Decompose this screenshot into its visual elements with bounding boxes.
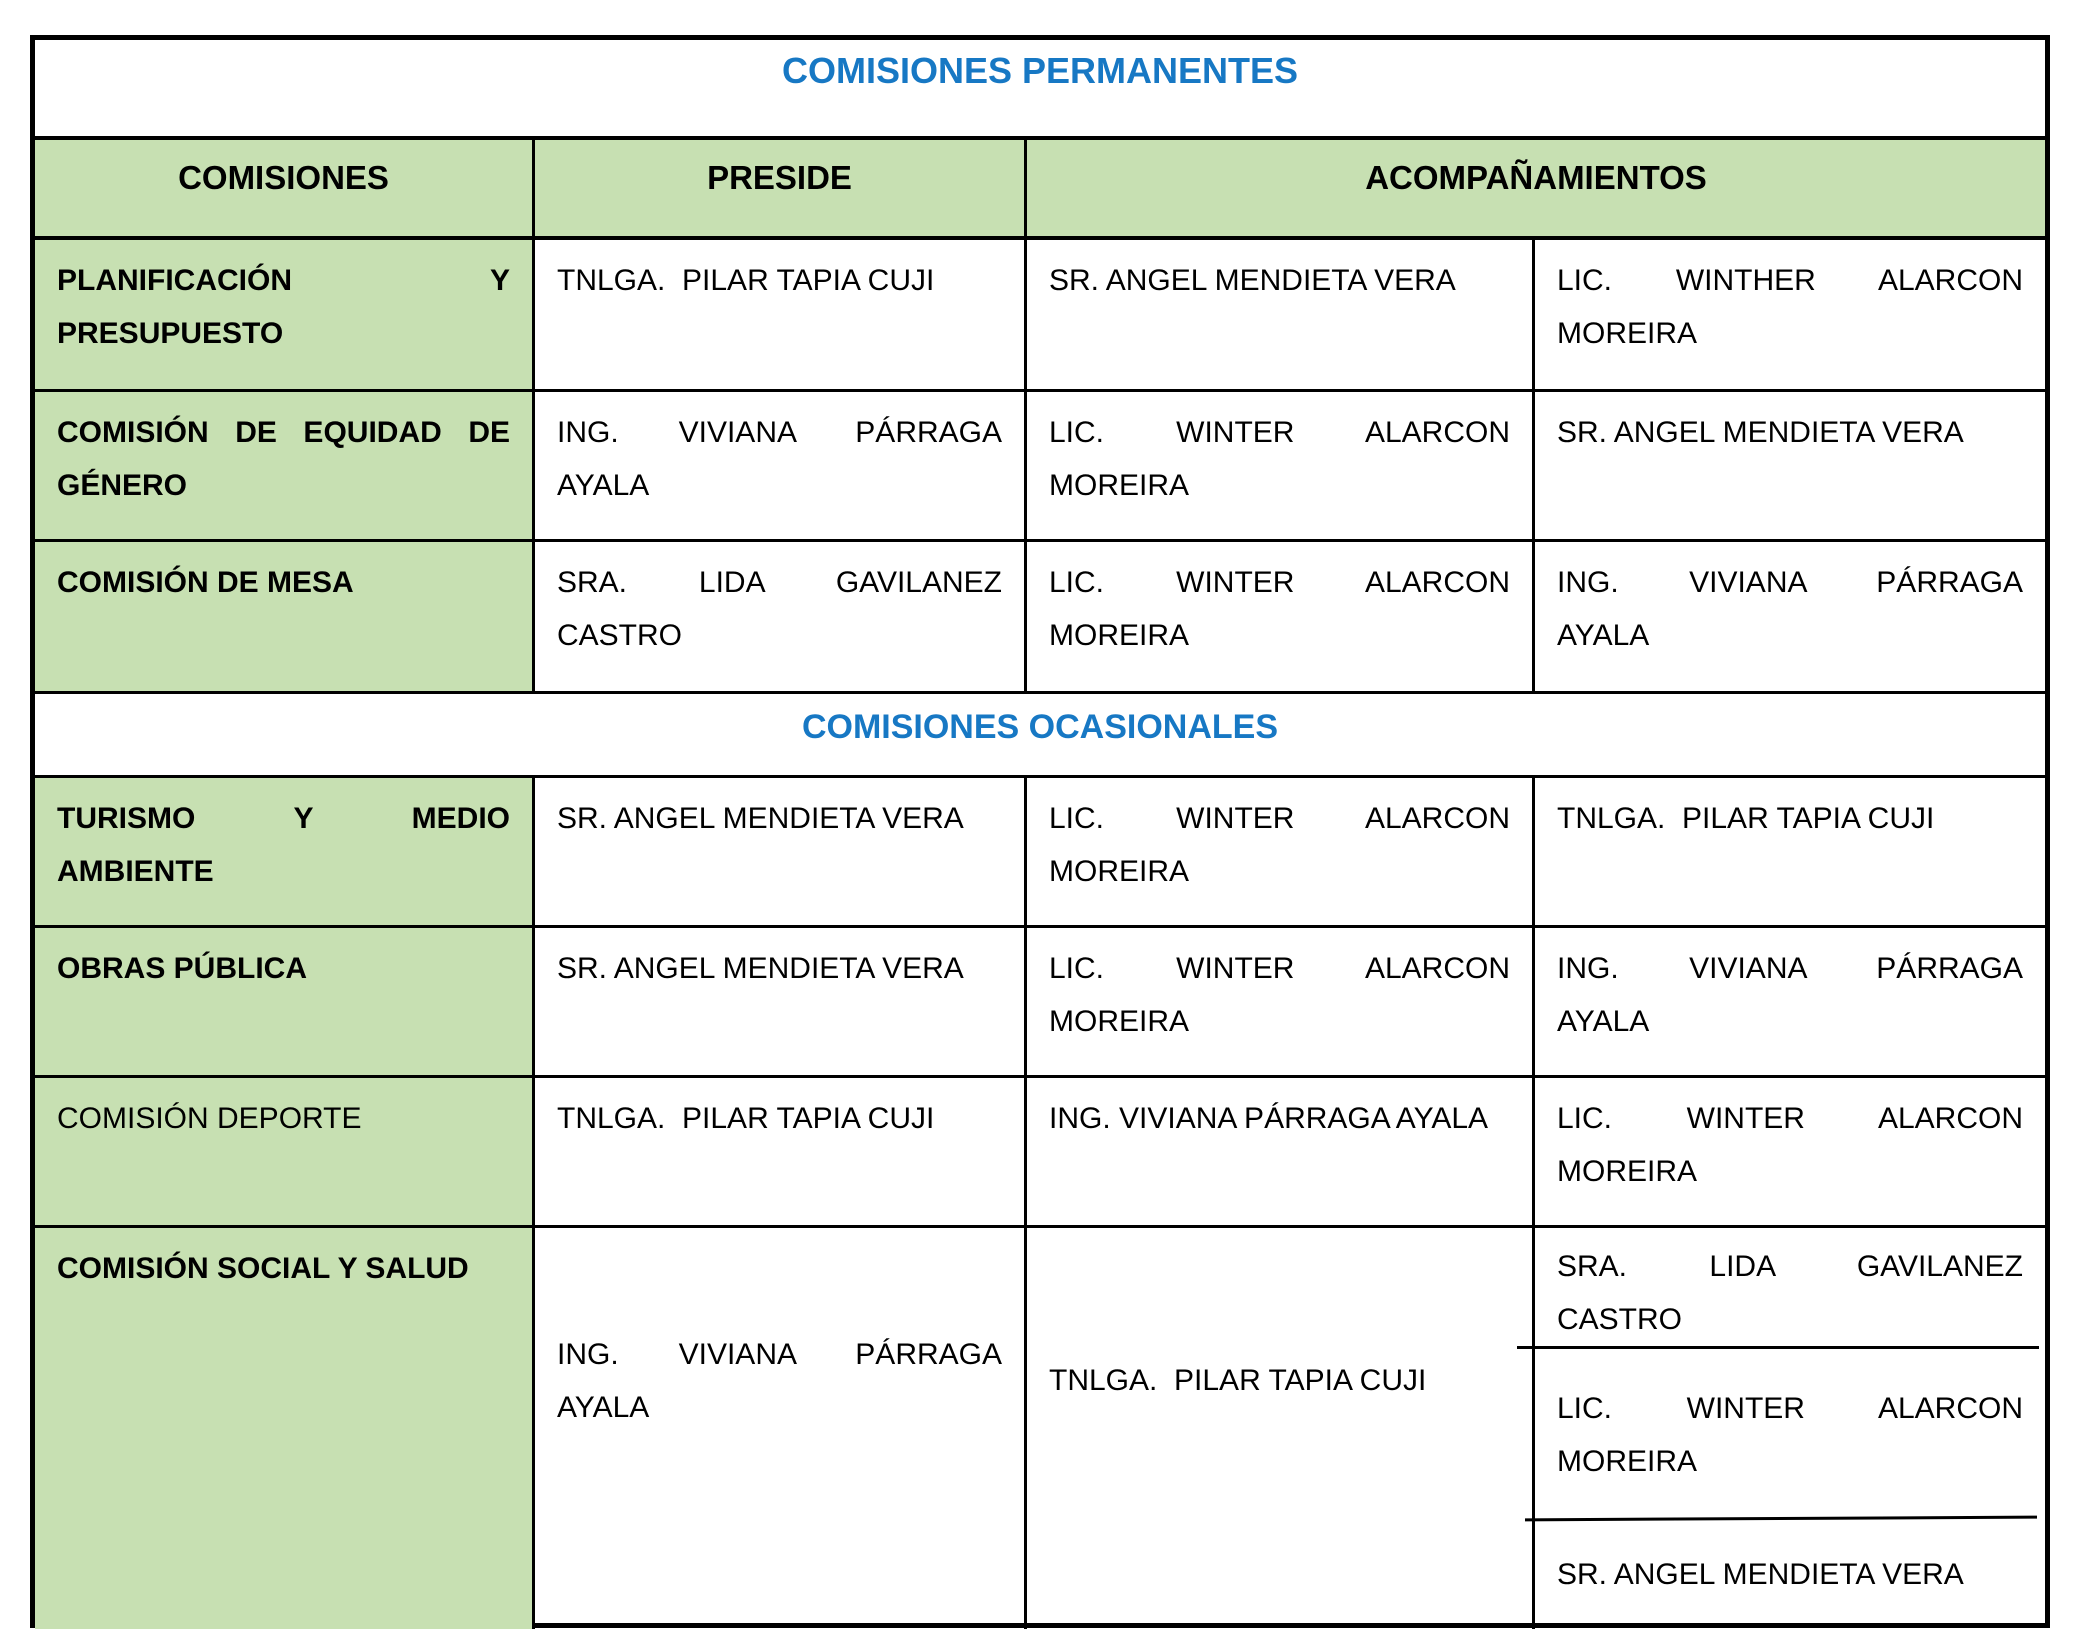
cell-content (57, 406, 510, 512)
header-acompanamientos: ACOMPAÑAMIENTOS (1365, 159, 1707, 196)
cell-text-line: PLANIFICACIÓN Y (57, 264, 510, 297)
cell-content (1557, 1548, 2023, 1601)
cell-text-line: TNLGA. PILAR TAPIA CUJI (557, 1102, 935, 1135)
accompaniment-cell (1535, 392, 2045, 539)
cell-text-line: MOREIRA (1557, 317, 1698, 350)
cell-text-line: MOREIRA (1049, 1005, 1190, 1038)
cell-text-line: TURISMO Y MEDIO (57, 802, 510, 835)
accompaniment-cell (1535, 1078, 2045, 1225)
cell-text-line: TNLGA. PILAR TAPIA CUJI (1557, 802, 1935, 835)
cell-text-line: PRESUPUESTO (57, 317, 284, 350)
accompaniment-cell (1027, 542, 1535, 691)
cell-text-line: SR. ANGEL MENDIETA VERA (1557, 1558, 1964, 1591)
cell-text-line: AYALA (557, 1390, 650, 1424)
cell-text-line: LIC. WINTER ALARCON (1049, 802, 1510, 835)
cell-content (57, 1092, 510, 1145)
cell-text-line: ING. VIVIANA PÁRRAGA (1557, 952, 2023, 985)
cell-text-line: COMISIÓN DE EQUIDAD DE (57, 416, 510, 449)
cell-content (1557, 792, 2023, 845)
cell-text-line: LIC. WINTER ALARCON (1049, 566, 1510, 599)
accompaniment-subcells (1535, 1228, 2045, 1629)
cell-content (1049, 792, 1510, 898)
commission-cell (35, 240, 535, 389)
preside-cell (535, 392, 1027, 539)
cell-text-line: SR. ANGEL MENDIETA VERA (1557, 416, 1964, 449)
permanentes-title: COMISIONES PERMANENTES (781, 50, 1299, 91)
header-preside: PRESIDE (535, 140, 1027, 236)
cell-text-line: MOREIRA (1049, 469, 1190, 502)
cell-text-line: GÉNERO (57, 469, 188, 502)
cell-content (1557, 556, 2023, 662)
cell-content (57, 942, 510, 995)
ocasionales-title: COMISIONES OCASIONALES (801, 708, 1279, 746)
cell-text-line: SRA. LIDA GAVILANEZ (557, 566, 1002, 599)
cell-text-line: LIC. WINTHER ALARCON (1557, 264, 2023, 297)
commissions-table (30, 35, 2050, 1628)
cell-content (1049, 942, 1510, 1048)
preside-cell (535, 240, 1027, 389)
table-header-row (35, 140, 2045, 240)
cell-text-line: CASTRO (1557, 1303, 1683, 1336)
accompaniment-cell (1027, 240, 1535, 389)
accompaniment-subcell (1535, 1228, 2045, 1346)
accompaniment-cell (1535, 542, 2045, 691)
commission-cell (35, 1228, 535, 1629)
cell-text-line: COMISIÓN DEPORTE (57, 1102, 362, 1135)
cell-text-line: MOREIRA (1049, 619, 1190, 652)
cell-content (1557, 1092, 2023, 1198)
table-row (35, 1078, 2045, 1228)
commission-cell (35, 778, 535, 925)
cell-text-line: AYALA (1557, 1005, 1650, 1038)
cell-content (557, 942, 1002, 995)
header-comisiones: COMISIONES (35, 140, 535, 236)
permanentes-title-row (35, 40, 2045, 140)
accompaniment-cell (1535, 778, 2045, 925)
accompaniment-cell (1027, 392, 1535, 539)
cell-content (557, 254, 1002, 307)
cell-text-line: SR. ANGEL MENDIETA VERA (557, 952, 964, 985)
accompaniment-subcell (1535, 1349, 2045, 1517)
accompaniment-cell (1535, 240, 2045, 389)
table-row (35, 392, 2045, 542)
cell-content (557, 1092, 1002, 1145)
accompaniment-subcell (1535, 1520, 2045, 1629)
commission-cell (35, 392, 535, 539)
cell-text-line: ING. VIVIANA PÁRRAGA (557, 416, 1002, 449)
preside-cell (535, 928, 1027, 1075)
cell-text-line: MOREIRA (1049, 855, 1190, 888)
commission-cell (35, 1078, 535, 1225)
cell-content (57, 254, 510, 360)
commission-cell (35, 928, 535, 1075)
accompaniment-cell (1535, 1228, 2045, 1629)
cell-content (1049, 1092, 1510, 1145)
cell-text-line: TNLGA. PILAR TAPIA CUJI (557, 264, 935, 297)
accompaniment-cell (1027, 928, 1535, 1075)
cell-content (1557, 406, 2023, 459)
cell-content (1049, 556, 1510, 662)
cell-text-line: SR. ANGEL MENDIETA VERA (1049, 264, 1456, 297)
cell-text-line: MOREIRA (1557, 1155, 1698, 1188)
cell-text-line: COMISIÓN DE MESA (57, 566, 354, 599)
cell-text-line: AMBIENTE (57, 855, 214, 888)
cell-text-line: COMISIÓN SOCIAL Y SALUD (57, 1252, 469, 1285)
cell-content (57, 556, 510, 609)
cell-text-line: AYALA (557, 469, 650, 502)
cell-content (557, 406, 1002, 512)
cell-content (57, 792, 510, 898)
cell-content (1049, 1354, 1510, 1407)
table-row (35, 928, 2045, 1078)
table-row (35, 1228, 2045, 1629)
table-row (35, 778, 2045, 928)
cell-text-line: MOREIRA (1557, 1445, 1698, 1478)
cell-content (1557, 1240, 2023, 1346)
accompaniment-cell (1535, 928, 2045, 1075)
commission-cell (35, 542, 535, 691)
cell-text-line: ING. VIVIANA PÁRRAGA (557, 1337, 1002, 1371)
cell-text-line: OBRAS PÚBLICA (57, 952, 308, 985)
preside-cell (535, 1078, 1027, 1225)
cell-text-line: SRA. LIDA GAVILANEZ (1557, 1250, 2023, 1283)
cell-text-line: TNLGA. PILAR TAPIA CUJI (1049, 1364, 1427, 1397)
cell-text-line: AYALA (1557, 619, 1650, 652)
cell-content (1049, 254, 1510, 307)
cell-text-line: ING. VIVIANA PÁRRAGA (1557, 566, 2023, 599)
preside-cell (535, 778, 1027, 925)
cell-content (1557, 254, 2023, 360)
cell-content (1557, 942, 2023, 1048)
cell-content (57, 1242, 510, 1295)
ocasionales-rows (35, 778, 2045, 1629)
cell-content (557, 1328, 1002, 1434)
accompaniment-cell (1027, 1228, 1535, 1629)
accompaniment-cell (1027, 1078, 1535, 1225)
cell-text-line: SR. ANGEL MENDIETA VERA (557, 802, 964, 835)
cell-text-line: LIC. WINTER ALARCON (1557, 1102, 2023, 1135)
table-row (35, 240, 2045, 392)
cell-text-line: ING. VIVIANA PÁRRAGA AYALA (1049, 1102, 1489, 1135)
cell-text-line: LIC. WINTER ALARCON (1049, 416, 1510, 449)
cell-content (557, 556, 1002, 662)
table-row (35, 542, 2045, 694)
preside-cell (535, 1228, 1027, 1629)
permanentes-rows (35, 240, 2045, 694)
cell-text-line: LIC. WINTER ALARCON (1557, 1392, 2023, 1425)
cell-content (557, 792, 1002, 845)
preside-cell (535, 542, 1027, 691)
accompaniment-cell (1027, 778, 1535, 925)
cell-text-line: LIC. WINTER ALARCON (1049, 952, 1510, 985)
ocasionales-title-row (35, 694, 2045, 778)
cell-content (1049, 406, 1510, 512)
cell-text-line: CASTRO (557, 619, 683, 652)
cell-content (1557, 1382, 2023, 1488)
